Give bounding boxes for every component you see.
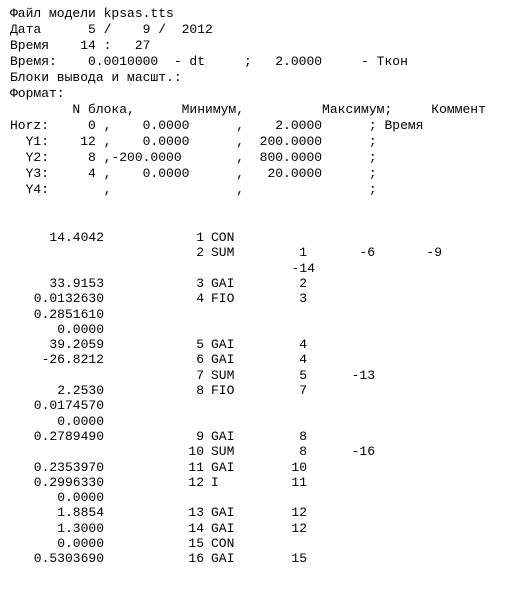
- block-value: 1.8854: [57, 505, 104, 521]
- block-type: FIO: [211, 383, 235, 398]
- time-line: Время 14 : 27: [10, 38, 151, 53]
- output-blocks-heading: Блоки вывода и масшт.:: [10, 70, 182, 85]
- block-type: CON: [211, 536, 235, 551]
- block-row: [0, 307, 517, 323]
- block-number: 3: [196, 275, 204, 291]
- block-number: 11: [188, 459, 204, 475]
- block-number: 6: [196, 352, 204, 368]
- block-input-1: 15: [291, 551, 307, 567]
- sim-time-line: Время: 0.0010000 - dt ; 2.0000 - Ткон: [10, 54, 408, 69]
- block-type: GAI: [211, 551, 235, 567]
- block-row: [0, 490, 517, 506]
- block-value: 1.3000: [57, 520, 104, 536]
- block-input-1: 2: [299, 275, 307, 291]
- axis-row-y2: Y2: 8 ,-200.0000 , 800.0000 ;: [10, 150, 377, 165]
- block-input-1: 4: [299, 337, 307, 353]
- block-input-1: 12: [291, 505, 307, 521]
- block-type: GAI: [211, 505, 235, 521]
- block-row: [0, 505, 517, 521]
- block-row: [0, 414, 517, 430]
- block-type: SUM: [211, 245, 235, 261]
- block-row: [0, 475, 517, 491]
- block-number: 13: [188, 505, 204, 521]
- block-number: 4: [196, 291, 204, 307]
- block-row: [0, 536, 517, 552]
- block-row: [0, 383, 517, 399]
- block-row: [0, 230, 517, 246]
- format-heading: Формат:: [10, 86, 65, 101]
- block-input-1: 4: [299, 352, 307, 368]
- block-value: 0.0000: [57, 490, 104, 506]
- block-row: [0, 337, 517, 353]
- format-columns-header: N блока, Минимум, Максимум; Коммент: [10, 102, 486, 117]
- block-number: 16: [188, 551, 204, 567]
- block-input-3: -9: [426, 245, 442, 261]
- block-input-2: -6: [359, 245, 375, 261]
- block-input-1: 8: [299, 428, 307, 444]
- block-input-1: 3: [299, 291, 307, 307]
- block-row: [0, 276, 517, 292]
- block-value: 33.9153: [49, 275, 104, 291]
- block-value: 14.4042: [49, 230, 104, 245]
- block-type: GAI: [211, 459, 235, 475]
- block-value: 2.2530: [57, 383, 104, 398]
- block-row: [0, 398, 517, 414]
- block-row: [0, 352, 517, 368]
- block-number: 1: [196, 230, 204, 245]
- block-type: CON: [211, 230, 235, 245]
- block-input-1: 5: [299, 367, 307, 383]
- axis-row-y1: Y1: 12 , 0.0000 , 200.0000 ;: [10, 134, 377, 149]
- block-value: 0.0174570: [33, 398, 104, 414]
- block-input-1: 1: [299, 245, 307, 261]
- block-value: 0.0000: [57, 413, 104, 429]
- block-value: 0.2789490: [33, 428, 104, 444]
- block-number: 2: [196, 245, 204, 261]
- block-row: [0, 322, 517, 338]
- block-type: GAI: [211, 428, 235, 444]
- block-type: GAI: [211, 337, 235, 353]
- block-type: SUM: [211, 367, 235, 383]
- block-row: [0, 368, 517, 384]
- block-type: SUM: [211, 444, 235, 460]
- block-row: [0, 245, 517, 261]
- block-row: [0, 429, 517, 445]
- block-input-1: 8: [299, 444, 307, 460]
- block-input-1: -14: [291, 260, 315, 276]
- block-type: GAI: [211, 352, 235, 368]
- block-row: [0, 460, 517, 476]
- block-value: 0.0000: [57, 321, 104, 337]
- block-value: -26.8212: [41, 352, 104, 368]
- block-row: [0, 521, 517, 537]
- block-value: 39.2059: [49, 337, 104, 353]
- axis-row-y3: Y3: 4 , 0.0000 , 20.0000 ;: [10, 166, 377, 181]
- block-input-1: 7: [299, 383, 307, 398]
- block-number: 14: [188, 520, 204, 536]
- block-type: GAI: [211, 520, 235, 536]
- block-input-1: 12: [291, 520, 307, 536]
- block-row: [0, 261, 517, 277]
- block-number: 12: [188, 474, 204, 490]
- block-number: 7: [196, 367, 204, 383]
- block-input-2: -16: [351, 444, 375, 460]
- model-file-line: Файл модели kpsas.tts: [10, 6, 174, 21]
- block-input-1: 11: [291, 474, 307, 490]
- date-line: Дата 5 / 9 / 2012: [10, 22, 213, 37]
- block-number: 8: [196, 383, 204, 398]
- axis-row-horz: Horz: 0 , 0.0000 , 2.0000 ; Время: [10, 118, 424, 133]
- block-type: GAI: [211, 275, 235, 291]
- block-value: 0.0132630: [33, 291, 104, 307]
- block-number: 9: [196, 428, 204, 444]
- block-type: FIO: [211, 291, 235, 307]
- block-value: 0.2996330: [33, 474, 104, 490]
- block-value: 0.5303690: [33, 551, 104, 567]
- block-value: 0.2353970: [33, 459, 104, 475]
- block-value: 0.0000: [57, 536, 104, 551]
- axis-row-y4: Y4: , , ;: [10, 182, 377, 197]
- block-row: [0, 551, 517, 567]
- block-row: [0, 291, 517, 307]
- block-input-1: 10: [291, 459, 307, 475]
- block-input-2: -13: [351, 367, 375, 383]
- block-value: 0.2851610: [33, 306, 104, 322]
- block-number: 5: [196, 337, 204, 353]
- block-type: I: [211, 474, 219, 490]
- block-row: [0, 444, 517, 460]
- block-number: 15: [188, 536, 204, 551]
- block-number: 10: [188, 444, 204, 460]
